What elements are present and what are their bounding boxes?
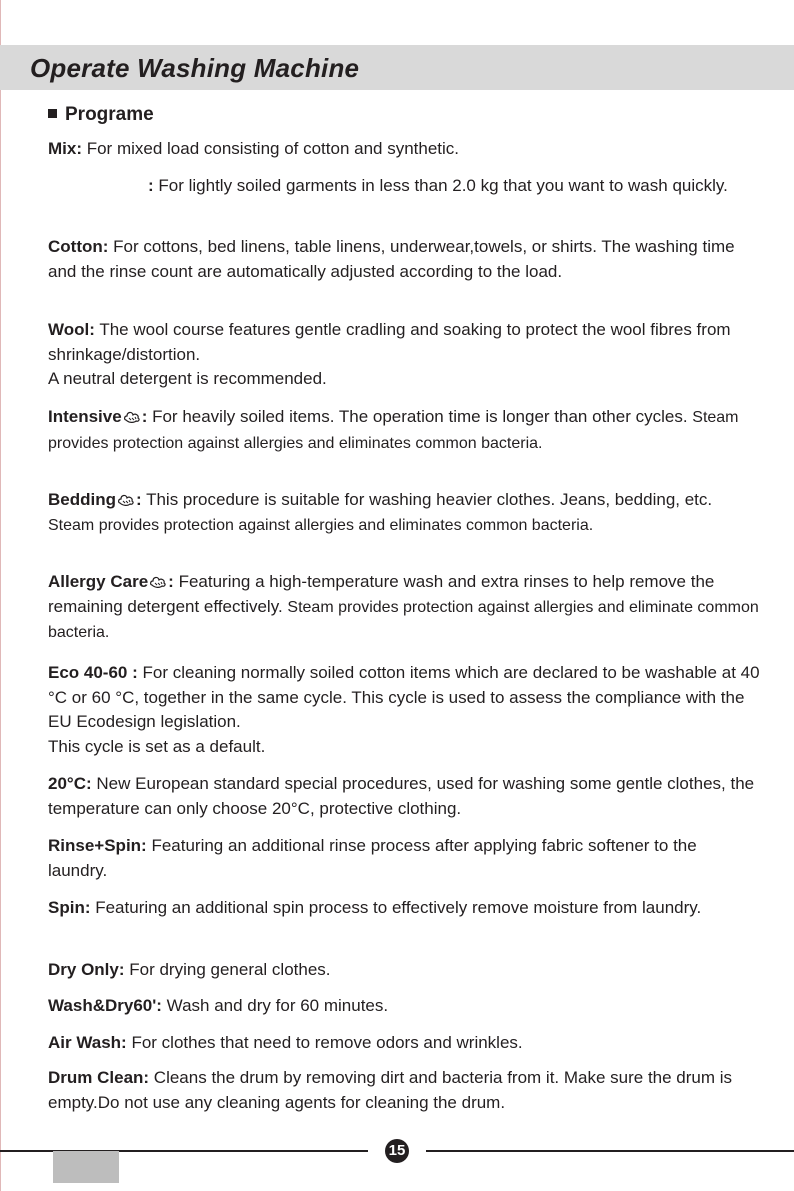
program-label: Mix: xyxy=(48,139,82,158)
program-label: Dry Only: xyxy=(48,960,125,979)
program-label: Rinse+Spin: xyxy=(48,836,147,855)
footer-tab xyxy=(53,1151,119,1183)
steam-icon xyxy=(123,408,141,424)
program-description: Featuring an additional rinse process after applying fabric softener to the laundry. xyxy=(48,836,697,880)
program-mix xyxy=(48,137,760,162)
program-bedding xyxy=(48,488,760,538)
steam-note: Steam provides protection against allergies and eliminate common bacteria. xyxy=(48,598,759,641)
page-number: 15 xyxy=(385,1139,409,1163)
program-eco-40-60 xyxy=(48,661,760,759)
program-label: Spin: xyxy=(48,898,91,917)
program-description: New European standard special procedures, used for washing some gentle clothes, the temperature can only choose 20°C, protective clothing. xyxy=(48,774,755,818)
program-quick xyxy=(48,174,760,199)
program-label: 20°C: xyxy=(48,774,92,793)
program-label: : xyxy=(148,176,154,195)
page-title: Operate Washing Machine xyxy=(30,53,360,83)
program-description: For lightly soiled garments in less than 2.0 kg that you want to wash quickly. xyxy=(153,176,728,195)
program-description: Featuring an additional spin process to effectively remove moisture from laundry. xyxy=(90,898,702,917)
program-note: A neutral detergent is recommended. xyxy=(48,369,327,388)
program-20c xyxy=(48,772,760,821)
program-description: For drying general clothes. xyxy=(124,960,331,979)
footer-divider-right xyxy=(426,1150,794,1152)
page-edge xyxy=(0,0,1,1191)
program-description: This procedure is suitable for washing heavier clothes. Jeans, bedding, etc. xyxy=(141,490,713,509)
program-label: Air Wash: xyxy=(48,1033,127,1052)
program-description: For cleaning normally soiled cotton items which are declared to be washable at 40 °C or 60 °C, together in the same cycle. This cycle is used to assess the compliance with the EU Ecodesign legislation. xyxy=(48,663,760,731)
steam-icon xyxy=(117,491,135,507)
program-wool xyxy=(48,318,760,392)
program-label: Drum Clean: xyxy=(48,1068,150,1087)
program-air-wash xyxy=(48,1031,760,1056)
program-colon: : xyxy=(168,572,174,591)
steam-note: Steam provides protection against allergies and eliminates common bacteria. xyxy=(48,409,739,452)
header-band xyxy=(0,45,794,90)
program-description: For heavily soiled items. The operation time is longer than other cycles. xyxy=(147,407,693,426)
program-note: This cycle is set as a default. xyxy=(48,736,266,756)
program-description: Cleans the drum by removing dirt and bacteria from it. Make sure the drum is empty.Do not use any cleaning agents for cleaning the drum. xyxy=(48,1068,733,1112)
program-description: For mixed load consisting of cotton and synthetic. xyxy=(82,139,460,158)
program-rinse-spin xyxy=(48,834,760,883)
section-heading-text: Programe xyxy=(65,104,154,125)
program-label: Intensive xyxy=(48,407,122,426)
program-description: Wash and dry for 60 minutes. xyxy=(161,996,389,1015)
program-drum-clean xyxy=(48,1066,760,1115)
program-allergy-care xyxy=(48,570,760,646)
steam-icon xyxy=(149,573,167,589)
program-wash-dry-60 xyxy=(48,994,760,1019)
program-label: Allergy Care xyxy=(48,572,149,591)
program-description: Featuring a high-temperature wash and extra rinses to help remove the remaining detergent effectively. xyxy=(48,572,715,616)
program-description: For cottons, bed linens, table linens, underwear,towels, or shirts. The washing time and the rinse count are automatically adjusted according to the load. xyxy=(48,237,735,281)
program-description: For clothes that need to remove odors and wrinkles. xyxy=(126,1033,523,1052)
program-colon: : xyxy=(136,490,142,509)
program-label: Wool: xyxy=(48,320,95,339)
program-dry-only xyxy=(48,958,760,983)
steam-note: Steam provides protection against allergies and eliminates common bacteria. xyxy=(48,516,594,534)
program-label: Cotton: xyxy=(48,237,109,256)
program-label: Bedding xyxy=(48,490,116,509)
bullet-square-icon xyxy=(48,109,57,118)
section-heading xyxy=(48,104,154,126)
program-label: Eco 40-60 : xyxy=(48,663,138,682)
program-description: The wool course features gentle cradling and soaking to protect the wool fibres from shrinkage/distortion. xyxy=(48,320,731,364)
program-intensive xyxy=(48,405,760,456)
program-spin xyxy=(48,896,760,921)
program-label: Wash&Dry60': xyxy=(48,996,162,1015)
program-colon: : xyxy=(141,407,148,426)
program-cotton xyxy=(48,235,760,284)
